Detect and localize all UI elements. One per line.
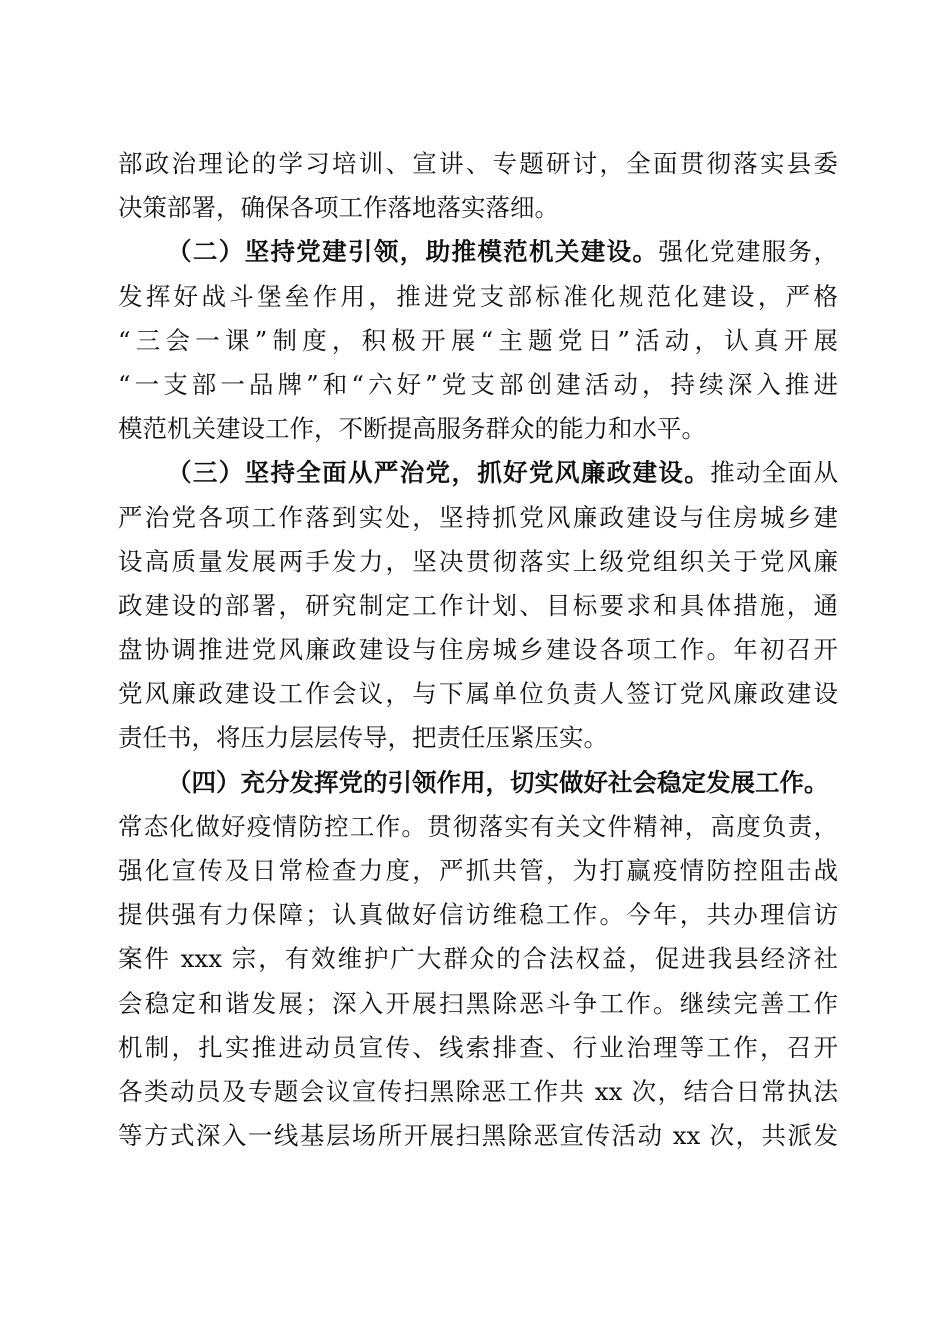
paragraph-first-line xyxy=(118,451,838,495)
text-line: 责任书，将压力层层传导，把责任压紧压实。 xyxy=(118,723,608,753)
paragraph-3 xyxy=(118,451,838,760)
text-line: 会稳定和谐发展；深入开展扫黑除恶斗争工作。继续完善工作 xyxy=(118,988,838,1018)
section-heading-3: （三）坚持全面从严治党，抓好党风廉政建设。 xyxy=(167,458,711,488)
text-line: 强化宣传及日常检查力度，严抓共管，为打赢疫情防控阻击战 xyxy=(118,856,838,885)
paragraph-2 xyxy=(118,230,838,451)
section-heading-4: （四）充分发挥党的引领作用，切实做好社会稳定发展工作。 xyxy=(167,767,829,797)
text-line: 提供强有力保障；认真做好信访维稳工作。今年，共办理信访 xyxy=(118,900,838,930)
text-line: “三会一课”制度，积极开展“主题党日”活动，认真开展 xyxy=(118,325,838,355)
text-line: 发挥好战斗堡垒作用，推进党支部标准化规范化建设，严格 xyxy=(118,281,838,311)
section-heading-2: （二）坚持党建引领，助推模范机关建设。 xyxy=(167,237,659,267)
text-line: “一支部一品牌”和“六好”党支部创建活动，持续深入推进 xyxy=(118,369,838,399)
text-line: 案件 xxx 宗，有效维护广大群众的合法权益，促进我县经济社 xyxy=(118,944,838,974)
text-run: 强化党建服务， xyxy=(658,237,839,267)
text-line: 常态化做好疫情防控工作。贯彻落实有关文件精神，高度负责， xyxy=(118,811,838,841)
text-line: 模范机关建设工作，不断提高服务群众的能力和水平。 xyxy=(118,414,706,444)
paragraph-first-line xyxy=(118,761,838,805)
text-line: 各类动员及专题会议宣传扫黑除恶工作共 xx 次，结合日常执法 xyxy=(118,1076,838,1106)
paragraph-4 xyxy=(118,761,838,1159)
text-line: 盘协调推进党风廉政建设与住房城乡建设各项工作。年初召开 xyxy=(118,635,838,665)
paragraph-1 xyxy=(118,142,838,230)
text-line: 部政治理论的学习培训、宣讲、专题研讨，全面贯彻落实县委 xyxy=(118,149,838,178)
document-body xyxy=(118,142,838,1158)
text-line: 政建设的部署，研究制定工作计划、目标要求和具体措施，通 xyxy=(118,590,838,620)
text-line: 严治党各项工作落到实处，坚持抓党风廉政建设与住房城乡建 xyxy=(118,502,838,532)
text-line: 等方式深入一线基层场所开展扫黑除恶宣传活动 xx 次，共派发 xyxy=(118,1121,838,1151)
paragraph-first-line xyxy=(118,230,838,274)
text-line: 设高质量发展两手发力，坚决贯彻落实上级党组织关于党风廉 xyxy=(118,546,838,576)
text-line: 机制，扎实推进动员宣传、线索排查、行业治理等工作，召开 xyxy=(118,1032,838,1062)
text-line: 决策部署，确保各项工作落地落实落细。 xyxy=(118,193,559,223)
text-run: 推动全面从 xyxy=(710,458,839,488)
text-line: 党风廉政建设工作会议，与下属单位负责人签订党风廉政建设 xyxy=(118,679,838,709)
